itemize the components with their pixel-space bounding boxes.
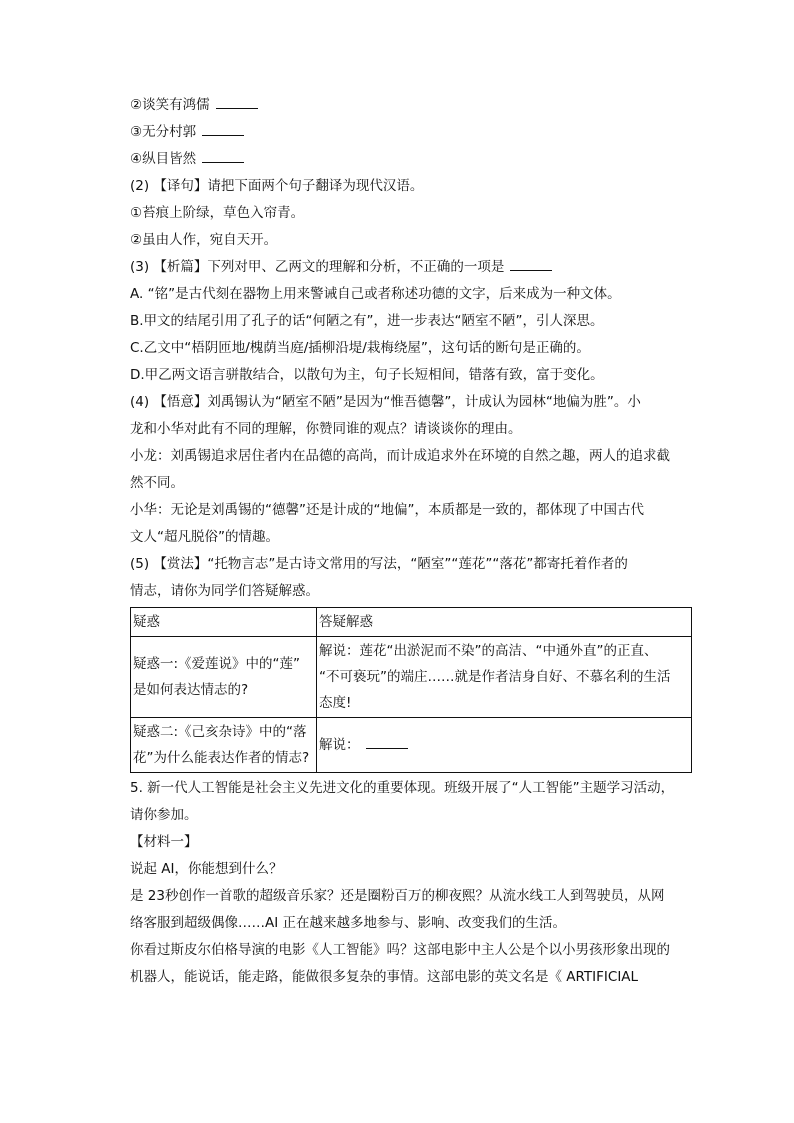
q4-xiaolong-line-1: 小龙：刘禹锡追求居住者内在品德的高尚，而计成追求外在环境的自然之趣，两人的追求截 [130,448,670,464]
material-paragraph-2-line-1: 是 23秒创作一首歌的超级音乐家？还是圈粉百万的柳夜熙？从流水线工人到驾驶员，从网 [130,888,665,904]
document-content [130,92,690,991]
qa-table [130,607,692,773]
answer-blank[interactable] [216,94,258,109]
q5-prompt-line-2: 情志，请你为同学们答疑解惑。 [130,583,319,599]
q4-prompt-line-2: 龙和小华对此有不同的理解，你赞同谁的观点？请谈谈你的理由。 [130,421,522,437]
q3-prompt: (3) 【析篇】下列对甲、乙两文的理解和分析，不正确的一项是 [130,254,690,281]
q2-prompt: (2) 【译句】请把下面两个句子翻译为现代汉语。 [130,178,424,194]
section5-intro-line-2: 请你参加。 [130,807,198,823]
q4-xiaohua-line-1: 小华：无论是刘禹锡的“德馨”还是计成的“地偏”，本质都是一致的，都体现了中国古代 [130,502,644,518]
q1-item-3: ③无分村郭 [130,119,690,146]
q5-prompt-line-1: (5) 【赏法】“托物言志”是古诗文常用的写法，“陋室”“莲花”“落花”都寄托着作者的 [130,556,628,572]
answer-cell: 解说：莲花“出淤泥而不染”的高洁、“中通外直”的正直、 “不可亵玩”的端庄……就是作者洁身自好、不慕名利的生活 态度! [317,637,692,718]
answer-blank[interactable] [510,256,552,271]
q4-xiaolong-line-2: 然不同。 [130,475,184,491]
table-row [131,718,692,773]
q3-option-b: B.甲文的结尾引用了孔子的话“何陋之有”，进一步表达“陋室不陋”，引人深思。 [130,313,604,329]
material-paragraph-3-line-2: 机器人，能说话，能走路，能做很多复杂的事情。这部电影的英文名是《 ARTIFICIAL [130,969,639,985]
q1-item-2: ②谈笑有鸿儒 [130,92,690,119]
q3-option-a: A. “铭”是古代刻在器物上用来警诫自己或者称述功德的文字，后来成为一种文体。 [130,286,621,302]
q1-item-4: ④纵目皆然 [130,146,690,173]
section5-intro-line-1: 5. 新一代人工智能是社会主义先进文化的重要体现。班级开展了“人工智能”主题学习活动， [130,780,675,796]
answer-blank[interactable] [202,148,244,163]
answer-blank[interactable] [202,121,244,136]
material-paragraph-1: 说起 AI，你能想到什么？ [130,861,283,877]
q2-sentence-1: ①苔痕上阶绿，草色入帘青。 [130,205,305,221]
q3-option-d: D.甲乙两文语言骈散结合，以散句为主，句子长短相间，错落有致，富于变化。 [130,367,604,383]
question-cell: 疑惑一:《爱莲说》中的“莲” 是如何表达情志的? [131,637,317,718]
q3-option-c: C.乙文中“梧阴匝地/槐荫当庭/插柳沿堤/栽梅绕屋”，这句话的断句是正确的。 [130,340,590,356]
answer-cell: 解说： [317,718,692,773]
table-header-row [131,608,692,637]
material-paragraph-3-line-1: 你看过斯皮尔伯格导演的电影《人工智能》吗？这部电影中主人公是个以小男孩形象出现的 [130,942,670,958]
material-paragraph-2-line-2: 络客服到超级偶像……AI 正在越来越多地参与、影响、改变我们的生活。 [130,915,567,931]
material-title: 【材料一】 [130,834,198,850]
q2-sentence-2: ②虽由人作，宛自天开。 [130,232,278,248]
q4-xiaohua-line-2: 文人“超凡脱俗”的情趣。 [130,529,279,545]
q4-prompt-line-1: (4) 【悟意】刘禹锡认为“陋室不陋”是因为“惟吾德馨”，计成认为园林“地偏为胜”。小 [130,394,641,410]
table-header-cell: 答疑解惑 [317,608,692,637]
table-header-cell: 疑惑 [131,608,317,637]
table-row [131,637,692,718]
answer-blank[interactable] [366,734,408,749]
question-cell: 疑惑二:《己亥杂诗》中的“落 花”为什么能表达作者的情志? [131,718,317,773]
